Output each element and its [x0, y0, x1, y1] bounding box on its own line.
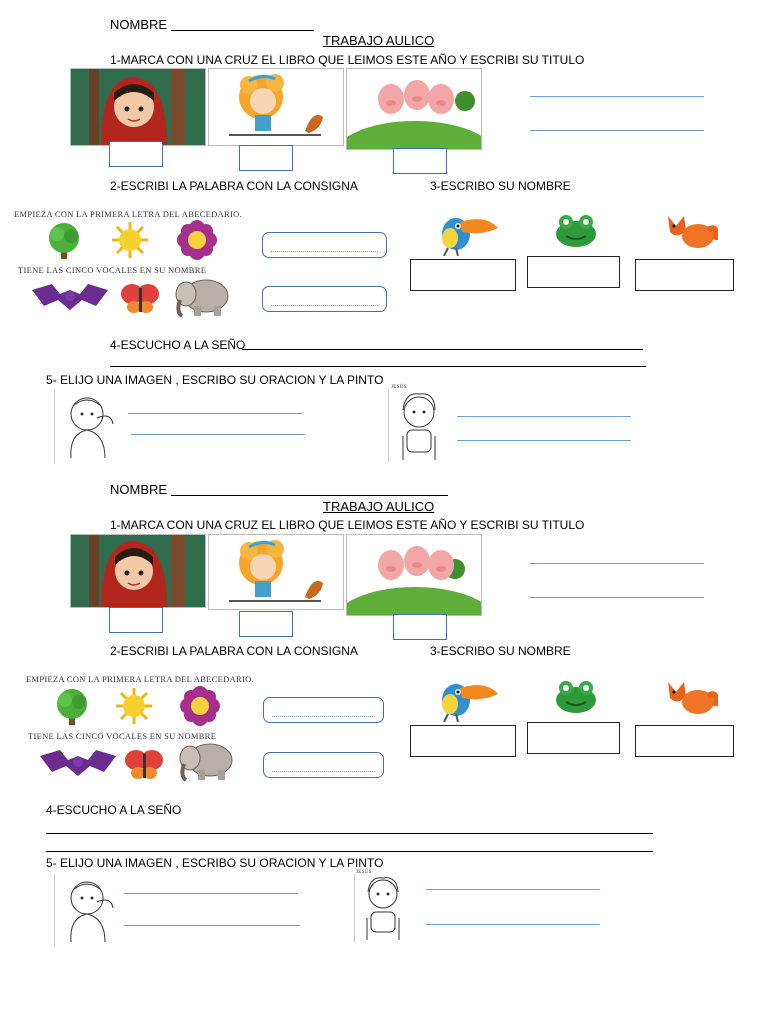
- tree-icon: [52, 686, 92, 726]
- consigna-1-text: EMPIEZA CON LA PRIMERA LETRA DEL ABECEDARIO.: [14, 209, 242, 219]
- nombre-label: NOMBRE: [110, 482, 168, 497]
- toucan-icon: [434, 210, 500, 256]
- animal-3-name-box[interactable]: [635, 725, 734, 757]
- fox-icon: [664, 676, 718, 718]
- dictation-line-1[interactable]: [242, 349, 643, 350]
- question-5: 5- ELIJO UNA IMAGEN , ESCRIBO SU ORACION Y LA PINTO: [46, 373, 384, 387]
- question-2: 2-ESCRIBI LA PALABRA CON LA CONSIGNA: [110, 179, 358, 193]
- consigna-1-answer-box[interactable]: [262, 232, 387, 258]
- book-three-little-pigs[interactable]: [346, 534, 482, 616]
- book-3-checkbox[interactable]: [393, 148, 447, 174]
- girl-sketch-icon[interactable]: [388, 390, 449, 462]
- question-4: 4-ESCUCHO A LA SEÑO: [46, 803, 182, 817]
- butterfly-icon: [122, 746, 166, 782]
- flower-icon: [178, 686, 222, 726]
- consigna-2-answer-box[interactable]: [263, 752, 384, 778]
- consigna-1-answer-box[interactable]: [263, 697, 384, 723]
- dictation-line-1[interactable]: [46, 833, 653, 834]
- elephant-icon: [176, 740, 236, 782]
- animal-2-name-box[interactable]: [527, 256, 620, 288]
- three-pigs-icon: [347, 69, 481, 149]
- dictation-line-2[interactable]: [46, 851, 653, 852]
- child-sketch-icon[interactable]: [54, 874, 119, 946]
- butterfly-icon: [118, 280, 162, 316]
- frog-icon: [552, 678, 600, 714]
- nombre-label: NOMBRE: [110, 17, 168, 32]
- book-3-checkbox[interactable]: [393, 614, 447, 640]
- bat-icon: [38, 746, 118, 782]
- book-three-little-pigs[interactable]: [346, 68, 482, 150]
- title-line-1[interactable]: [530, 96, 704, 97]
- animal-2-name-box[interactable]: [527, 722, 620, 754]
- worksheet-title: TRABAJO AULICO: [323, 33, 435, 48]
- red-riding-hood-icon: [71, 69, 205, 145]
- consigna-2-answer-box[interactable]: [262, 286, 387, 312]
- sun-icon: [112, 686, 156, 726]
- fox-icon: [664, 210, 718, 252]
- animal-1-name-box[interactable]: [410, 259, 516, 291]
- dictation-line-2[interactable]: [110, 366, 646, 367]
- animal-3-name-box[interactable]: [635, 259, 734, 291]
- goldilocks-icon: [209, 535, 343, 609]
- book-red-riding-hood[interactable]: [70, 534, 206, 608]
- three-pigs-icon: [347, 535, 481, 615]
- book-2-checkbox[interactable]: [239, 611, 293, 637]
- question-2: 2-ESCRIBI LA PALABRA CON LA CONSIGNA: [110, 644, 358, 658]
- question-1: 1-MARCA CON UNA CRUZ EL LIBRO QUE LEIMOS ESTE AÑO Y ESCRIBI SU TITULO: [110, 53, 585, 67]
- question-3: 3-ESCRIBO SU NOMBRE: [430, 644, 571, 658]
- book-1-checkbox[interactable]: [109, 141, 163, 167]
- sentence-1-line-2[interactable]: [124, 925, 300, 926]
- sentence-2-line-2[interactable]: [426, 924, 600, 925]
- title-line-1[interactable]: [530, 563, 704, 564]
- sketch-label: JESÚS: [356, 870, 372, 875]
- child-sketch-icon[interactable]: [54, 390, 119, 464]
- question-5: 5- ELIJO UNA IMAGEN , ESCRIBO SU ORACION Y LA PINTO: [46, 856, 384, 870]
- sentence-2-line-1[interactable]: [426, 889, 600, 890]
- sketch-label: JESÚS: [391, 385, 407, 390]
- frog-icon: [552, 212, 600, 248]
- book-goldilocks[interactable]: [208, 534, 344, 610]
- girl-sketch-icon[interactable]: [354, 874, 411, 942]
- bat-icon: [30, 280, 110, 316]
- sentence-1-line-2[interactable]: [131, 434, 305, 435]
- nombre-line[interactable]: [171, 30, 314, 31]
- sentence-2-line-1[interactable]: [457, 416, 631, 417]
- title-line-2[interactable]: [530, 130, 704, 131]
- nombre-line[interactable]: [171, 495, 448, 496]
- book-1-checkbox[interactable]: [109, 607, 163, 633]
- sentence-1-line-1[interactable]: [128, 413, 302, 414]
- question-1: 1-MARCA CON UNA CRUZ EL LIBRO QUE LEIMOS ESTE AÑO Y ESCRIBI SU TITULO: [110, 518, 585, 532]
- tree-icon: [44, 220, 84, 260]
- consigna-1-text: EMPIEZA CON LA PRIMERA LETRA DEL ABECEDARIO.: [26, 674, 254, 684]
- animal-1-name-box[interactable]: [410, 725, 516, 757]
- book-goldilocks[interactable]: [208, 68, 344, 146]
- sun-icon: [108, 220, 152, 260]
- goldilocks-icon: [209, 69, 343, 145]
- red-riding-hood-icon: [71, 535, 205, 607]
- title-line-2[interactable]: [530, 597, 704, 598]
- question-3: 3-ESCRIBO SU NOMBRE: [430, 179, 571, 193]
- sentence-1-line-1[interactable]: [124, 893, 298, 894]
- book-red-riding-hood[interactable]: [70, 68, 206, 146]
- consigna-2-text: TIENE LAS CINCO VOCALES EN SU NOMBRE: [18, 265, 207, 275]
- flower-icon: [175, 220, 219, 260]
- elephant-icon: [172, 276, 232, 318]
- worksheet-title: TRABAJO AULICO: [323, 499, 435, 514]
- toucan-icon: [434, 676, 500, 722]
- book-2-checkbox[interactable]: [239, 145, 293, 171]
- sentence-2-line-2[interactable]: [457, 440, 631, 441]
- consigna-2-text: TIENE LAS CINCO VOCALES EN SU NOMBRE: [28, 731, 217, 741]
- question-4: 4-ESCUCHO A LA SEÑO: [110, 338, 246, 352]
